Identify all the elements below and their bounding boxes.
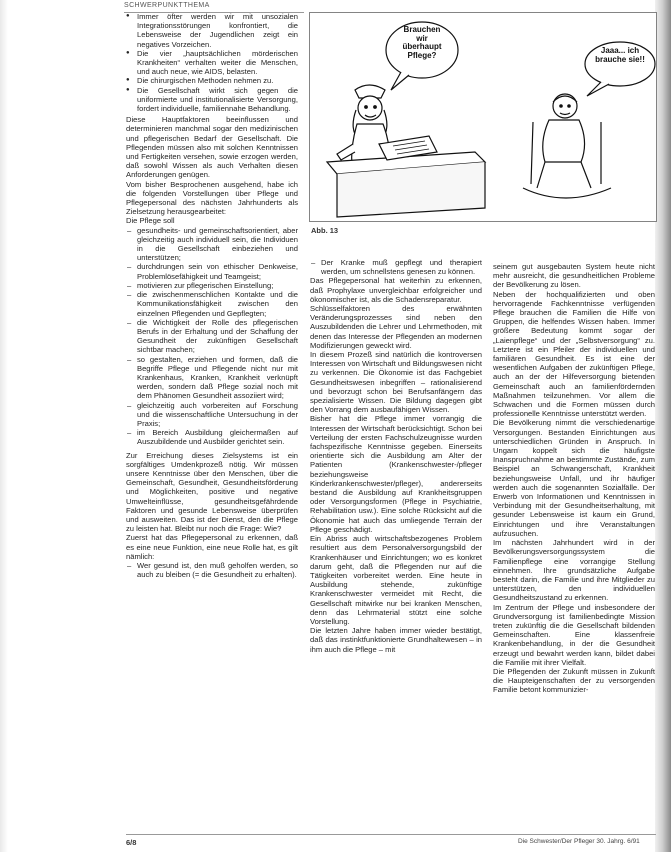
speech-bubble-2-text: Jaaa... ich brauche sie!! bbox=[595, 46, 645, 64]
page-binding-edge bbox=[655, 0, 671, 852]
paragraph: Schlüsselfaktoren des erwähnten Veränderungsprozesses sind neben den Auszubildenden die Lehrer und Lehrmethoden, mit denen das Interesse der Pflegenden an modernen Modifizierungen geweckt wird. bbox=[310, 304, 482, 350]
patient-body bbox=[543, 120, 585, 162]
paragraph: In diesem Prozeß sind natürlich die kontroversen Interessen von Wirtschaft und Bildungswesen nicht zu verkennen. Die Ökonomie ist das Fachgebiet Gesundheitswesen inbegriffen – rationalisierend und bevorzugt schon bei Berufsanfängern das spezialisierte Wissen. Die Bildung dagegen gibt den Vorrang dem ausbaufähigen Wissen. bbox=[310, 350, 482, 415]
paragraph: Ein Abriss auch wirtschaftsbezogenes Problem resultiert aus dem Personalversorgungsbild der Krankenhäuser und Einrichtungen; wo es konkret darum geht, daß die Pflegenden nur auf die Tätigkeiten vorbereitet werden. Eine heute in Ausbildung stehende, zukünftige Krankenschwester vermeidet mit Recht, die Gesellschaft mitwirke nur bei kranken Menschen, denn das Lehrmaterial stützt eine solche Vorstellung. bbox=[310, 534, 482, 626]
paragraph: Die letzten Jahre haben immer wieder bestätigt, daß das instinktfunktionierte Grundhaltewesen – in ihm auch die Pflege – mit bbox=[310, 626, 482, 654]
cartoon-figure bbox=[309, 12, 657, 222]
page-left-shadow bbox=[0, 0, 8, 852]
figure-caption: Abb. 13 bbox=[311, 226, 339, 235]
paragraph: Die Pflegenden der Zukunft müssen in Zukunft die Haupteigenschaften der zu versorgenden Familie betont kommunizier- bbox=[493, 666, 655, 695]
text-column-3 bbox=[493, 262, 655, 834]
paragraph: Vom bisher Besprochenen ausgehend, habe ich die folgenden Vorstellungen über Pflege und Pflegepersonal des nächsten Jahrhunderts als Zielsetzung herausgearbeitet: bbox=[126, 179, 298, 217]
dash-item: – gesundheits- und gemeinschaftsorientiert, aber gleichzeitig auch individuell sein, die Individuen in die Gesellschaft einbeziehen und unterstützen; bbox=[126, 226, 298, 263]
paragraph: Das Pflegepersonal hat weiterhin zu erkennen, daß Prophylaxe unvergleichbar erfolgreicher und ökonomischer ist, als die Schadensreparatur. bbox=[310, 276, 482, 304]
paragraph: Im nächsten Jahrhundert wird in der Bevölkerungsversorgungssystem die Familienpflege eine vorrangige Stellung einnehmen. Ihre grundsätzliche Aufgabe besteht darin, die Familie und ihre Mitglieder zu unterstützen, den individuellen Gesundheitszustand zu erkennen. bbox=[493, 538, 655, 603]
dash-item: – Der Kranke muß gepflegt und therapiert werden, um schnellstens genesen zu können. bbox=[310, 258, 482, 276]
section-tag: SCHWERPUNKTTHEMA bbox=[124, 2, 304, 13]
cartoon-drawing bbox=[309, 12, 657, 222]
dash-list bbox=[310, 258, 482, 276]
journal-reference: Die Schwester/Der Pfleger 30. Jahrg. 6/91 bbox=[518, 838, 640, 845]
paragraph: Neben der hochqualifizierten und oben hervorragende Fachkenntnisse verfügenden Pflege brauchen die Familien die Hilfe von Gruppen, die helfendes Wissen haben. Immer größere Bedeutung kommt sogar der „Laienpflege“ und der „Selbstversorgung“ zu. Letztere ist ein Pfeiler der individuellen und familiären Gesundheit. Es ist eine der wesentlichen Aufgaben der zukünftigen Pflege, auch an der der Hilfeversorgung bietenden Gemeinschaft auch an familienfördernden Maßnahmen teilzunehmen. Vor allem die Schwachen und die Formen müssen durch professionelle Kenntnisse unterstützt werden. bbox=[493, 289, 655, 419]
dash-item: – die Wichtigkeit der Rolle des pflegerischen Berufs in der Erhaltung und der Schaffung der Gesundheit der zukünftigen Gesellschaft sichtbar machen; bbox=[126, 318, 298, 355]
dash-item: – Wer gesund ist, den muß geholfen werden, so auch zu bleiben (= die Gesundheit zu erhalten). bbox=[126, 561, 298, 579]
paragraph: Zur Erreichung dieses Zielsystems ist ein sorgfältiges Umdenkprozeß nötig. Wir müssen unsere Kenntnisse über den Menschen, über die Gemeinschaft, Gesundheit, Gesundheitsförderung und Möglichkeiten, positive und negative Umwelteinflüsse, gesundheitsgefährdende Faktoren und gesunde Lebensweise überprüfen und ausweiten. Das ist der Dienst, den die Pflege zu leisten hat. Bleibt nur noch die Frage: Wie? bbox=[126, 450, 298, 534]
paragraph: Bisher hat die Pflege immer vorrangig die Interessen der Wirtschaft berücksichtigt. Schon bei Verteilung der ersten Fachschulzeugnisse wurden fachspezifische Kenntnisse gegeben. Einerseits orientierte sich die Ausbildung am Alter der Patienten (Krankenschwester-/pfleger beziehungsweise Kinderkrankenschwester/pfleger), andererseits bestand die Ausbildung auf Krankheitsgruppen oder Versorgungsformen (Pflege in Psychiatrie, Rehabilitation usw.). Eine solche Rücksicht auf die Ökonomie hat auch das umliegende Terrain der Pflege geschädigt. bbox=[310, 414, 482, 534]
speech-bubble-1-text: Brauchen wir überhaupt Pflege? bbox=[402, 25, 442, 60]
dash-list bbox=[126, 561, 298, 579]
bullet-item: ● Die Gesellschaft wirkt sich gegen die uniformierte und institutionalisierte Versorgung, fordert individuelle, familiennahe Behandlung. bbox=[126, 86, 298, 114]
list-intro: Die Pflege soll bbox=[126, 216, 175, 226]
paragraph: Zuerst hat das Pflegepersonal zu erkennen, daß es eine neue Funktion, eine neue Rolle hat, es gilt nämlich: bbox=[126, 533, 298, 561]
bullet-item: ● Immer öfter werden wir mit unsozialen Integrationsstörungen konfrontiert, die Lebensweise der Jugendlichen zeigt ein negatives Vorzeichen. bbox=[126, 12, 298, 49]
paragraph: Im Zentrum der Pflege und insbesondere der Grundversorgung ist familienbedingte Mission treten zukünftig die die Gesellschaft bildenden Gemeinschaften. Eine klassenfreie Krankenbehandlung, in der die Gesundheit erzeugt und bewahrt werden kann, bildet dabei die Familie mit ihrer Vielfalt. bbox=[493, 602, 655, 667]
dash-item: – durchdrungen sein von ethischer Denkweise, Problemlösefähigkeit und Teamgeist; bbox=[126, 262, 298, 280]
paragraph: Die Bevölkerung nimmt die verschiedenartige Versorgungen. Bestanden Einrichtungen aus unterschiedlichen Gründen in Anspruch. In Ungarn koppelt sich die häufigste Inanspruchnahme an bestimmte Zustände, zum Beispiel an Schwangerschaft, Krankheit beziehungsweise Unfall, und ihr häufiger werden auch die sogenannten Sozialfälle. Der Erwerb von Informationen und Kenntnissen in Verbindung mit der Gesundheitserhaltung, mit gesunder Lebensweise ist kaum ein Grund, Einrichtungen und ihre Veranstaltungen aufzusuchen. bbox=[493, 418, 655, 538]
bullet-item: ● Die chirurgischen Methoden nehmen zu. bbox=[126, 76, 298, 85]
dash-item: – die zwischenmenschlichen Kontakte und die Kommunikationsfähigkeit zwischen den einzelnen Pflegenden und Gepflegten; bbox=[126, 290, 298, 318]
paragraph: seinem gut ausgebauten System heute nicht mehr ausreicht, die gesundheitlichen Probleme der Bevölkerung zu lösen. bbox=[493, 262, 655, 290]
text-column-1 bbox=[126, 12, 298, 822]
dash-item: – im Bereich Ausbildung gleichermaßen auf Auszubildende und Ausbilder gerichtet sein. bbox=[126, 428, 298, 446]
text-column-2 bbox=[310, 258, 482, 832]
bullet-list bbox=[126, 12, 298, 113]
dash-item: – motivieren zur pflegerischen Einstellung; bbox=[126, 281, 298, 290]
bullet-item: ● Die vier „hauptsächlichen mörderischen Krankheiten“ verhalten weiter die Menschen, und auch neue, wie AIDS, belasten. bbox=[126, 49, 298, 77]
dash-list bbox=[126, 226, 298, 447]
footer-divider bbox=[126, 834, 656, 835]
page-number: 6/8 bbox=[126, 838, 137, 847]
dash-item: – gleichzeitig auch vorbereiten auf Forschung und die wissenschaftliche Untersuchung in der Praxis; bbox=[126, 401, 298, 429]
dash-item: – so gestalten, erziehen und formen, daß die Begriffe Pflege und Pflegende nicht nur mit Krankenhaus, Kranken, Krankheit verknüpft werden, sondern daß Pflege sozial noch mit dem Phänomen Gesundheit assoziiert wird; bbox=[126, 355, 298, 401]
paragraph: Diese Hauptfaktoren beeinflussen und determinieren manchmal sogar den medizinischen und pflegerischen Bedarf der Gesellschaft. Die Pflegenden müssen also mit solchen Kenntnissen und Fertigkeiten versehen, sowie erzogen werden, daß sowohl Wissen als auch Verhalten diesen Anforderungen genügen. bbox=[126, 115, 298, 180]
